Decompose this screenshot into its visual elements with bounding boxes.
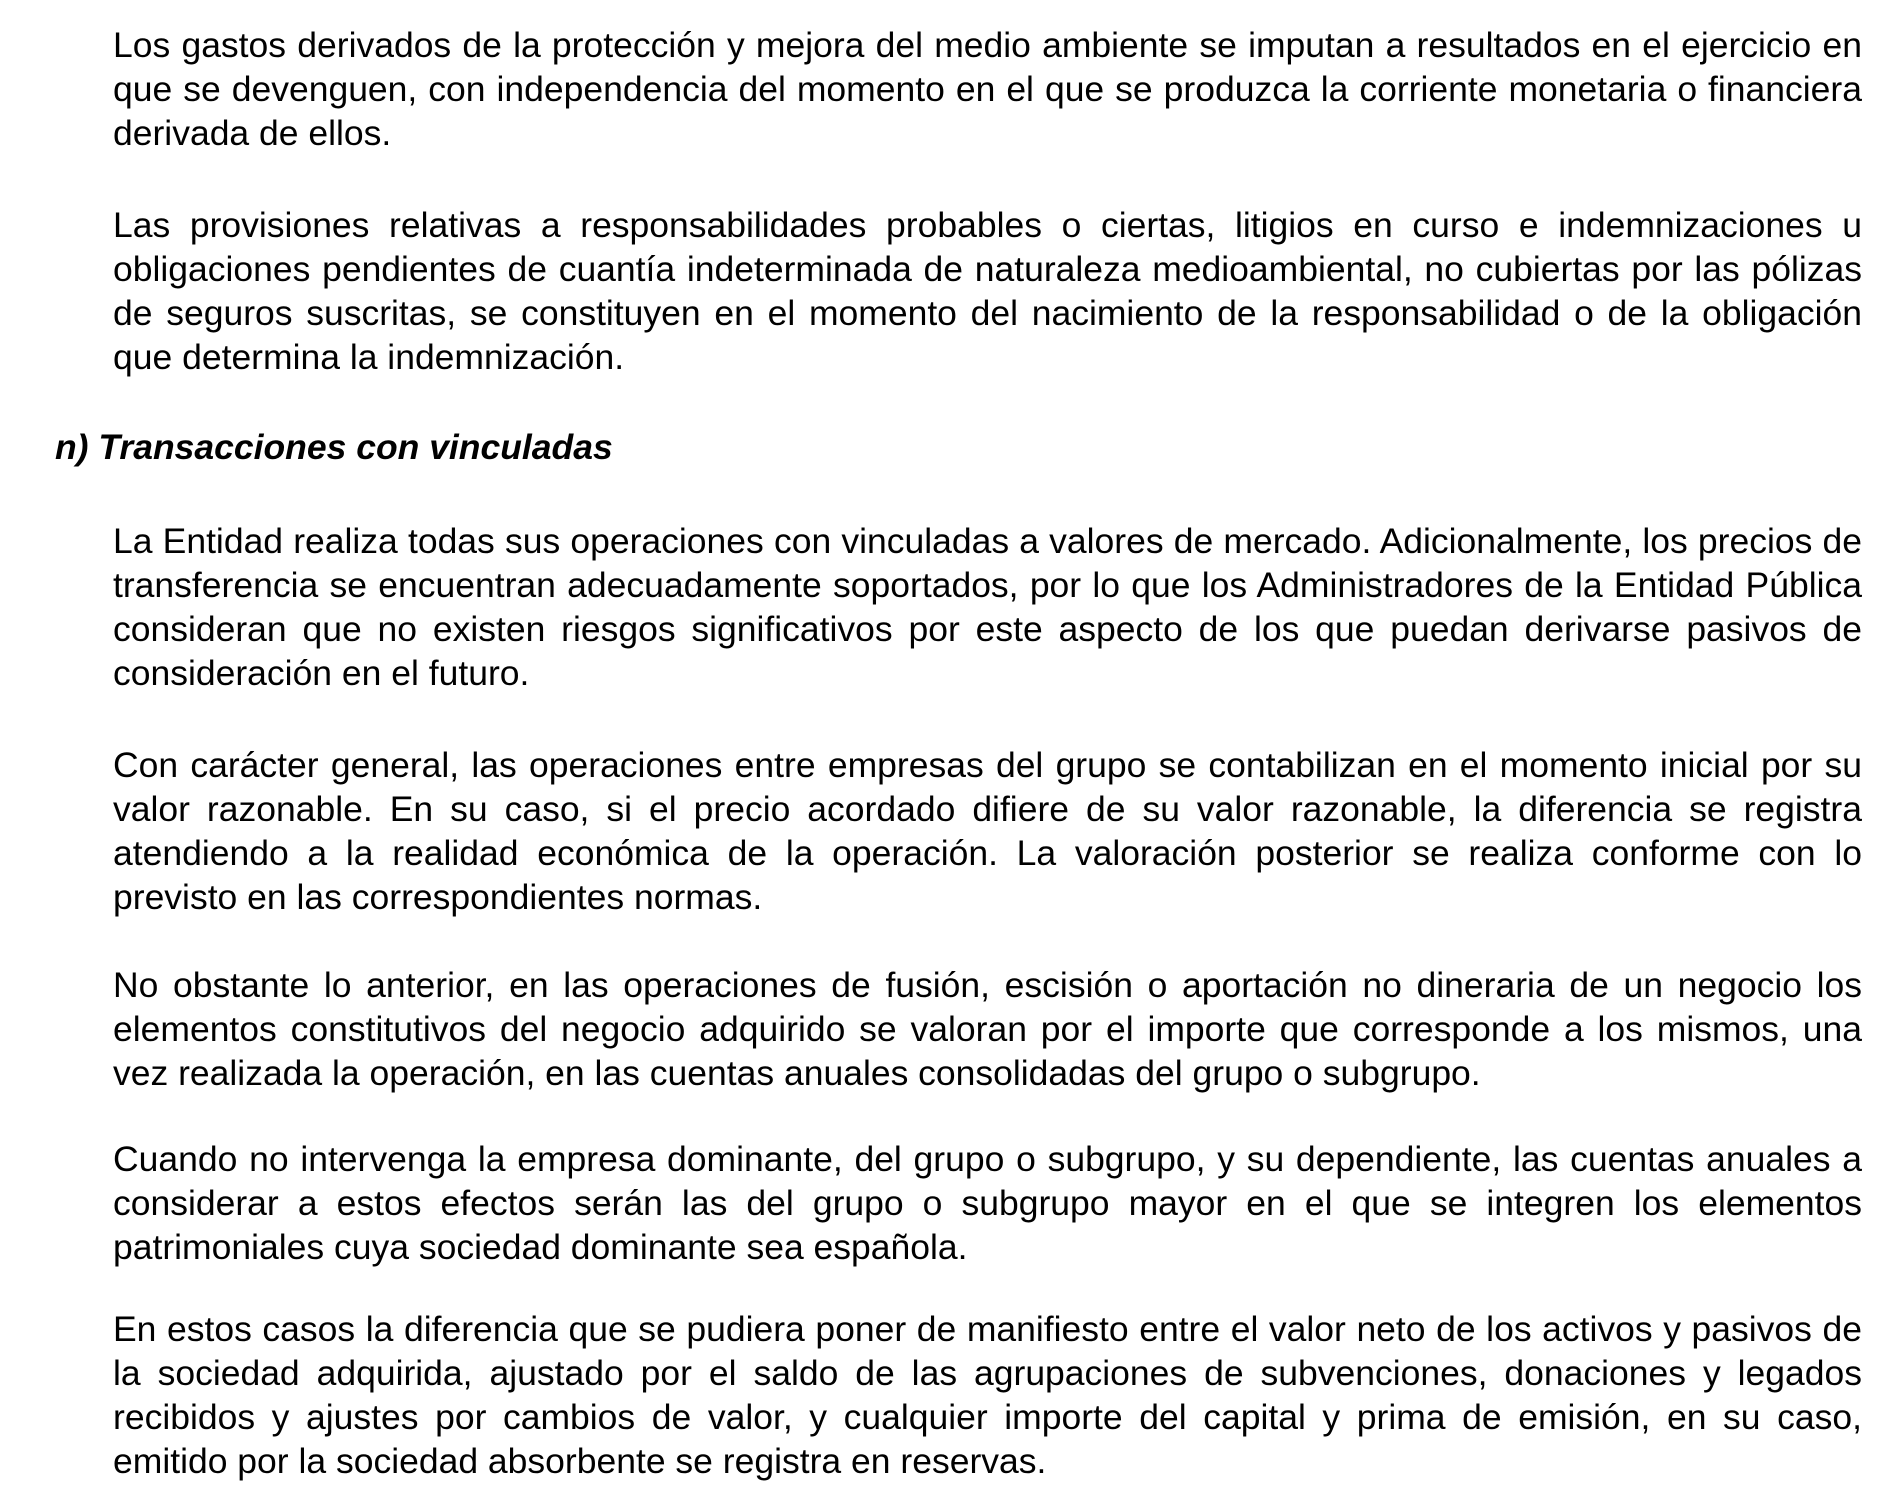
- section-heading: n) Transacciones con vinculadas: [55, 427, 613, 467]
- paragraph-related-market-values: La Entidad realiza todas sus operaciones con vinculadas a valores de mercado. Adicionalmente, los precios de transferencia se encuentran adecuadamente soportados, por lo que los Administradores de la Entidad Pública consideran que no existen riesgos significativos por este aspecto de los que puedan derivarse pasivos de consideración en el futuro.: [113, 521, 1862, 693]
- paragraph-group-operations: Con carácter general, las operaciones entre empresas del grupo se contabilizan en el momento inicial por su valor razonable. En su caso, si el precio acordado difiere de su valor razonable, la diferencia se registra atendiendo a la realidad económica de la operación. La valoración posterior se realiza conforme con lo previsto en las correspondientes normas.: [113, 745, 1862, 917]
- paragraph-environment-expenses: Los gastos derivados de la protección y mejora del medio ambiente se imputan a resultados en el ejercicio en que se devenguen, con independencia del momento en el que se produzca la corriente monetaria o financiera derivada de ellos.: [113, 25, 1862, 153]
- paragraph-dominant-company: Cuando no intervenga la empresa dominante, del grupo o subgrupo, y su dependiente, las cuentas anuales a considerar a estos efectos serán las del grupo o subgrupo mayor en el que se integren los elementos patrimoniales cuya sociedad dominante sea española.: [113, 1139, 1862, 1267]
- paragraph-merger-operations: No obstante lo anterior, en las operaciones de fusión, escisión o aportación no dineraria de un negocio los elementos constitutivos del negocio adquirido se valoran por el importe que corresponde a los mismos, una vez realizada la operación, en las cuentas anuales consolidadas del grupo o subgrupo.: [113, 965, 1862, 1093]
- paragraph-reserves-difference: En estos casos la diferencia que se pudiera poner de manifiesto entre el valor neto de los activos y pasivos de la sociedad adquirida, ajustado por el saldo de las agrupaciones de subvenciones, donaciones y legados recibidos y ajustes por cambios de valor, y cualquier importe del capital y prima de emisión, en su caso, emitido por la sociedad absorbente se registra en reservas.: [113, 1309, 1862, 1481]
- paragraph-environment-provisions: Las provisiones relativas a responsabilidades probables o ciertas, litigios en curso e indemnizaciones u obligaciones pendientes de cuantía indeterminada de naturaleza medioambiental, no cubiertas por las pólizas de seguros suscritas, se constituyen en el momento del nacimiento de la responsabilidad o de la obligación que determina la indemnización.: [113, 205, 1862, 377]
